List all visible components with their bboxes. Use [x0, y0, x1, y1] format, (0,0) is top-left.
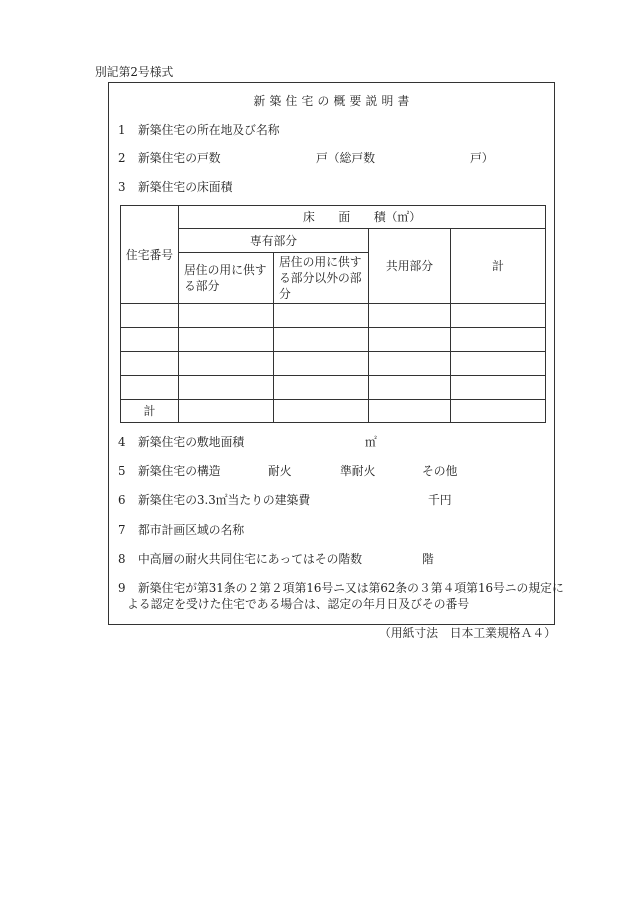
item-number: 7 — [118, 523, 126, 537]
item-label: 中高層の耐火共同住宅にあってはその階数 — [138, 552, 363, 566]
item-label-line-1: 新築住宅が第31条の２第２項第16号ニ又は第62条の３第４項第16号ニの規定に — [138, 581, 564, 595]
item-6 — [109, 493, 554, 507]
item-number: 6 — [118, 493, 126, 507]
item-label-line-2: よる認定を受けた住宅である場合は、認定の年月日及びその番号 — [127, 597, 470, 611]
item-label: 新築住宅の敷地面積 — [138, 435, 245, 449]
unit-square-meter: ㎡ — [365, 435, 377, 449]
table-header-row — [121, 229, 546, 253]
floor-area-table — [120, 205, 546, 423]
table-row — [121, 328, 546, 352]
item-label: 新築住宅の戸数 — [138, 151, 221, 165]
item-number: 5 — [118, 464, 126, 478]
item-5 — [109, 464, 554, 478]
table-cell — [451, 328, 546, 352]
item-label: 新築住宅の3.3㎡当たりの建築費 — [138, 493, 311, 507]
form-frame — [108, 82, 564, 625]
table-cell — [121, 352, 179, 376]
item-9-continuation — [109, 597, 554, 611]
table-cell — [369, 304, 451, 328]
item-number: 2 — [118, 151, 126, 165]
table-cell — [274, 304, 369, 328]
table-cell — [179, 352, 274, 376]
table-total-row — [121, 400, 546, 423]
form-label: 別記第2号様式 — [95, 65, 174, 79]
item-number: 4 — [118, 435, 126, 449]
structure-option-semi-fireproof: 準耐火 — [340, 464, 376, 478]
table-cell — [369, 376, 451, 400]
table-cell — [451, 352, 546, 376]
unit-households-open: 戸（総戸数 — [316, 151, 375, 165]
paper-size-note: （用紙寸法 日本工業規格Ａ４） — [379, 626, 556, 640]
header-exclusive-non-residential: 居住の用に供する部分以外の部分 — [274, 253, 369, 304]
table-row — [121, 376, 546, 400]
item-label: 都市計画区域の名称 — [138, 523, 245, 537]
item-label: 新築住宅の床面積 — [138, 180, 233, 194]
table-cell — [121, 304, 179, 328]
unit-floors: 階 — [422, 552, 434, 566]
item-number: 9 — [118, 581, 126, 595]
item-number: 3 — [118, 180, 126, 194]
item-number: 1 — [118, 123, 126, 137]
header-unit-number: 住宅番号 — [121, 206, 179, 304]
item-label: 新築住宅の構造 — [138, 464, 221, 478]
table-cell — [369, 352, 451, 376]
total-row-label: 計 — [121, 400, 179, 423]
item-3 — [109, 180, 554, 194]
item-1 — [109, 123, 554, 137]
item-9 — [109, 581, 564, 595]
form-title: 新築住宅の概要説明書 — [253, 94, 414, 108]
table-cell — [274, 400, 369, 423]
unit-thousand-yen: 千円 — [428, 493, 452, 507]
item-label: 新築住宅の所在地及び名称 — [138, 123, 280, 137]
table-cell — [451, 400, 546, 423]
item-4 — [109, 435, 554, 449]
header-common: 共用部分 — [369, 229, 451, 304]
table-cell — [451, 304, 546, 328]
table-cell — [274, 352, 369, 376]
table-cell — [179, 400, 274, 423]
table-cell — [274, 328, 369, 352]
item-8 — [109, 552, 554, 566]
structure-option-fireproof: 耐火 — [268, 464, 292, 478]
table-row — [121, 352, 546, 376]
table-cell — [121, 376, 179, 400]
table-cell — [121, 328, 179, 352]
table-cell — [179, 328, 274, 352]
item-7 — [109, 523, 554, 537]
unit-households-close: 戸） — [470, 151, 494, 165]
item-2 — [109, 151, 554, 165]
table-cell — [451, 376, 546, 400]
table-row — [121, 304, 546, 328]
item-number: 8 — [118, 552, 126, 566]
structure-option-other: その他 — [422, 464, 458, 478]
table-header-row — [121, 206, 546, 229]
header-exclusive-residential: 居住の用に供する部分 — [179, 253, 274, 304]
table-cell — [274, 376, 369, 400]
table-cell — [179, 304, 274, 328]
header-total: 計 — [451, 229, 546, 304]
table-cell — [179, 376, 274, 400]
table-cell — [369, 400, 451, 423]
header-exclusive: 専有部分 — [179, 229, 369, 253]
table-cell — [369, 328, 451, 352]
header-floor-area: 床 面 積（㎡） — [179, 206, 546, 229]
